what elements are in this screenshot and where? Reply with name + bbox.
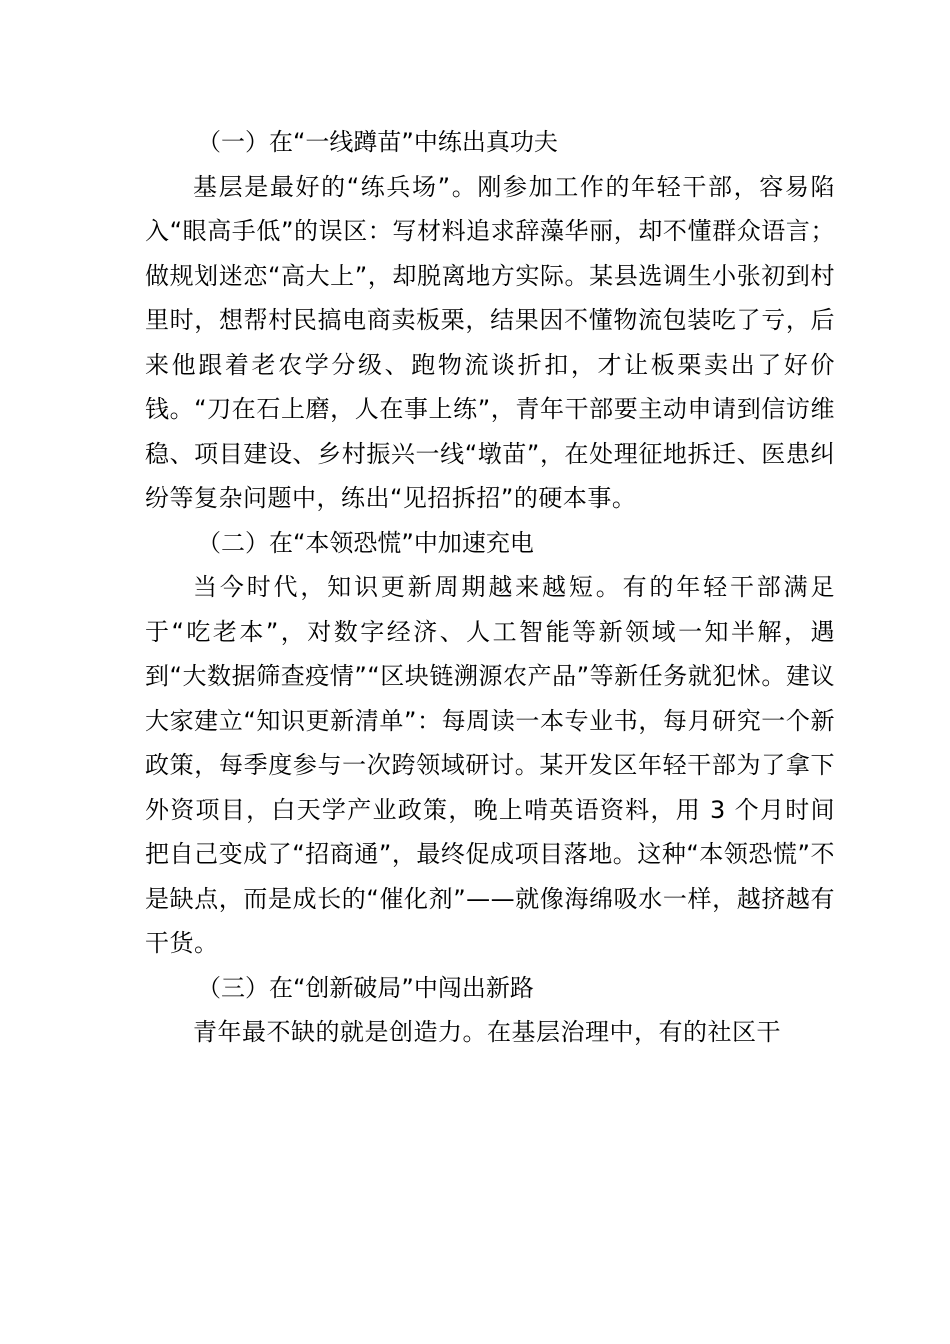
document-body [145, 120, 835, 1055]
section-2-paragraph: 当今时代，知识更新周期越来越短。有的年轻干部满足于“吃老本”，对数字经济、人工智能等新领域一知半解，遇到“大数据筛查疫情”“区块链溯源农产品”等新任务就犯怵。建议大家建立“知识更新清单”：每周读一本专业书，每月研究一个新政策，每季度参与一次跨领域研讨。某开发区年轻干部为了拿下外资项目，白天学产业政策，晚上啃英语资料，用 3 个月时间把自己变成了“招商通”，最终促成项目落地。这种“本领恐慌”不是缺点，而是成长的“催化剂”——就像海绵吸水一样，越挤越有干货。 [145, 573, 835, 957]
section-1-heading: （一）在“一线蹲苗”中练出真功夫 [197, 128, 558, 156]
section-2-heading: （二）在“本领恐慌”中加速充电 [197, 528, 534, 557]
section-1-paragraph: 基层是最好的“练兵场”。刚参加工作的年轻干部，容易陷入“眼高手低”的误区：写材料追求辞藻华丽，却不懂群众语言；做规划迷恋“高大上”，却脱离地方实际。某县选调生小张初到村里时，想帮村民搞电商卖板栗，结果因不懂物流包装吃了亏，后来他跟着老农学分级、跑物流谈折扣，才让板栗卖出了好价钱。“刀在石上磨，人在事上练”，青年干部要主动申请到信访维稳、项目建设、乡村振兴一线“墩苗”，在处理征地拆迁、医患纠纷等复杂问题中，练出“见招拆招”的硬本事。 [145, 172, 835, 512]
section-3-paragraph: 青年最不缺的就是创造力。在基层治理中，有的社区干 [193, 1018, 781, 1046]
section-3-heading: （三）在“创新破局”中闯出新路 [197, 973, 534, 1002]
